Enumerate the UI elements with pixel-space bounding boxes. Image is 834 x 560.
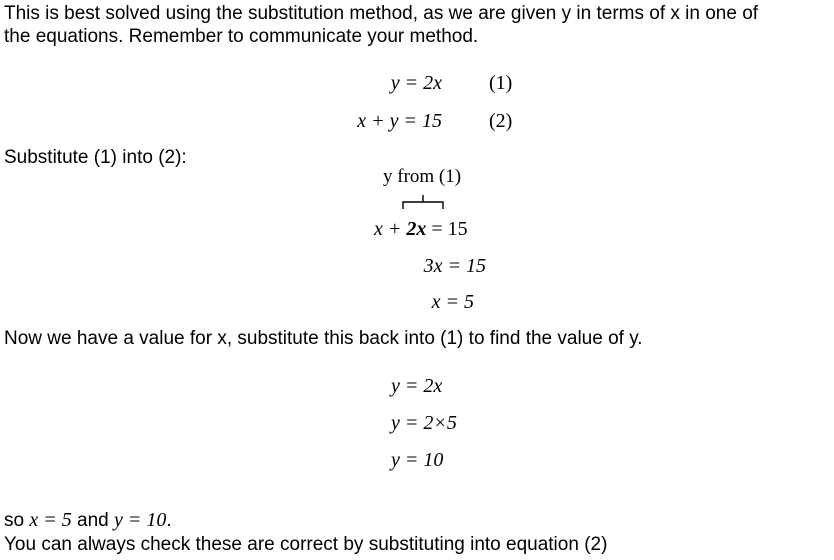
step-2-line-1: y = 2x [391, 375, 443, 397]
step-1-line-2: 3x = 15 [423, 255, 486, 277]
step-1-line-3: x = 5 [431, 291, 474, 313]
intro-line-2: the equations. Remember to communicate your method. [4, 26, 479, 47]
substituted-equation: x + 2x = 15 [374, 218, 468, 240]
step-1-heading: Substitute (1) into (2): [4, 147, 187, 168]
intro-line-1: This is best solved using the substitution method, as we are given y in terms of x in one of [4, 3, 759, 24]
equation-1: y = 2x [390, 72, 442, 94]
step-2-line-3: y = 10 [391, 449, 444, 471]
equation-1-label: (1) [489, 72, 513, 94]
equation-2: x + y = 15 [357, 110, 442, 132]
check-note: You can always check these are correct by substituting into equation (2) [4, 534, 608, 555]
step-2-line-2: y = 2×5 [391, 412, 457, 434]
brace-icon [402, 193, 446, 211]
equation-2-label: (2) [489, 110, 513, 132]
step-2-heading: Now we have a value for x, substitute this back into (1) to find the value of y. [4, 328, 643, 349]
conclusion-line: so x = 5 and y = 10. [4, 509, 172, 531]
substitution-annotation: y from (1) [383, 166, 462, 187]
